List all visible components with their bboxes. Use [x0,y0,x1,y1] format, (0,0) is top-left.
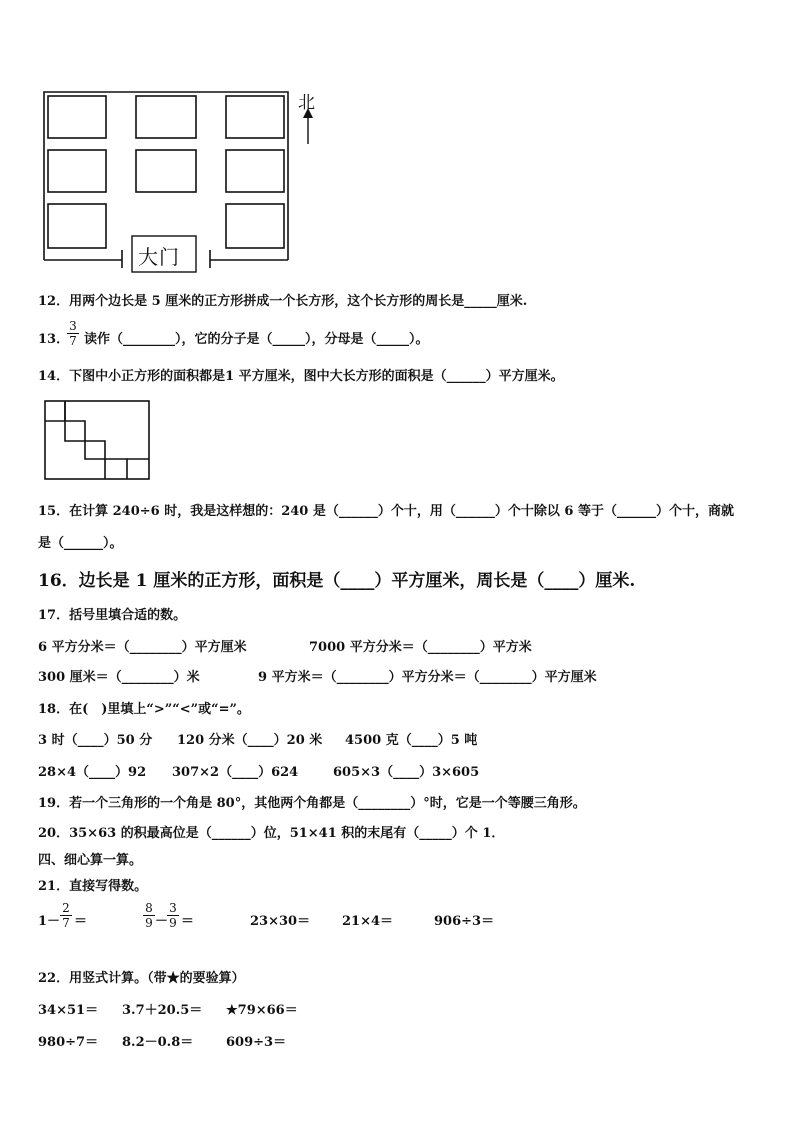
fraction-denominator: 9 [169,916,177,930]
fraction-numerator: 3 [67,319,79,334]
question-15-line1: 15．在计算 240÷6 时，我是这样想的：240 是（______）个十，用（______）个十除以 6 等于（______）个十，商就 [38,504,734,519]
question-17-item-b: 7000 平方分米＝（________）平方米 [309,640,532,655]
question-18-item-c: 4500 克（____）5 吨 [345,733,478,748]
q21-a-equals: ＝ [74,914,88,929]
q21-b-fraction-2 [167,901,179,930]
question-22-item-e: 8.2－0.8＝ [122,1035,194,1050]
question-18-item-b: 120 分米（____）20 米 [177,733,323,748]
north-label: 北 [298,93,315,113]
question-14: 14．下图中小正方形的面积都是1 平方厘米，图中大长方形的面积是（______）平方厘米。 [38,369,564,384]
question-18-item-e: 307×2（____）624 [172,765,299,780]
question-16: 16．边长是 1 厘米的正方形，面积是（____）平方厘米，周长是（____）厘米. [38,571,636,591]
section-4-heading: 四、细心算一算。 [38,853,143,868]
fraction-denominator: 7 [62,916,70,930]
question-18-title: 18．在( )里填上“>”“<”或“=”。 [38,702,250,717]
question-22-item-b: 3.7＋20.5＝ [122,1003,203,1018]
gate-label: 大门 [138,245,180,269]
question-20: 20．35×63 的积最高位是（______）位，51×41 积的末尾有（_____）个 1． [38,826,505,841]
question-13-fraction [67,319,79,348]
fraction-numerator: 3 [167,901,179,916]
question-18-item-a: 3 时（____）50 分 [38,733,153,748]
staircase-squares-figure [42,398,152,482]
q21-a-fraction [60,901,72,930]
question-22-item-d: 980÷7＝ [38,1035,99,1050]
question-21-item-d: 21×4＝ [342,914,394,929]
question-22-item-f: 609÷3＝ [226,1035,287,1050]
fraction-denominator: 9 [145,916,153,930]
question-13-number: 13． [38,332,70,347]
question-13-text: 读作（________），它的分子是（_____），分母是（_____）。 [84,332,429,347]
question-22-item-a: 34×51＝ [38,1003,99,1018]
question-22-title: 22．用竖式计算。（带★的要验算） [38,971,245,986]
q21-b-equals: ＝ [181,914,195,929]
question-19: 19．若一个三角形的一个角是 80°，其他两个角都是（________）°时，它是一个等腰三角形。 [38,796,586,811]
question-17-item-c: 300 厘米＝（________）米 [38,670,200,685]
question-21-title: 21．直接写得数。 [38,879,148,894]
question-17-item-a: 6 平方分米＝（________）平方厘米 [38,640,247,655]
school-map-drawing [36,88,336,278]
question-17-title: 17．括号里填合适的数。 [38,608,187,623]
fraction-denominator: 7 [69,334,77,348]
q21-a-prefix: 1－ [38,914,61,929]
question-15-line2: 是（______）。 [38,536,123,551]
question-22-item-c: ★79×66＝ [226,1003,298,1018]
question-12: 12．用两个边长是 5 厘米的正方形拼成一个长方形，这个长方形的周长是_____厘米. [38,294,528,309]
fraction-numerator: 2 [60,901,72,916]
question-18-item-d: 28×4（____）92 [38,765,147,780]
fraction-numerator: 8 [143,901,155,916]
q21-b-minus: － [155,914,169,929]
question-18-item-f: 605×3（____）3×605 [333,765,480,780]
question-21-item-e: 906÷3＝ [434,914,495,929]
question-21-item-c: 23×30＝ [250,914,311,929]
question-17-item-d: 9 平方米＝（________）平方分米＝（________）平方厘米 [258,670,597,685]
q21-b-fraction-1 [143,901,155,930]
